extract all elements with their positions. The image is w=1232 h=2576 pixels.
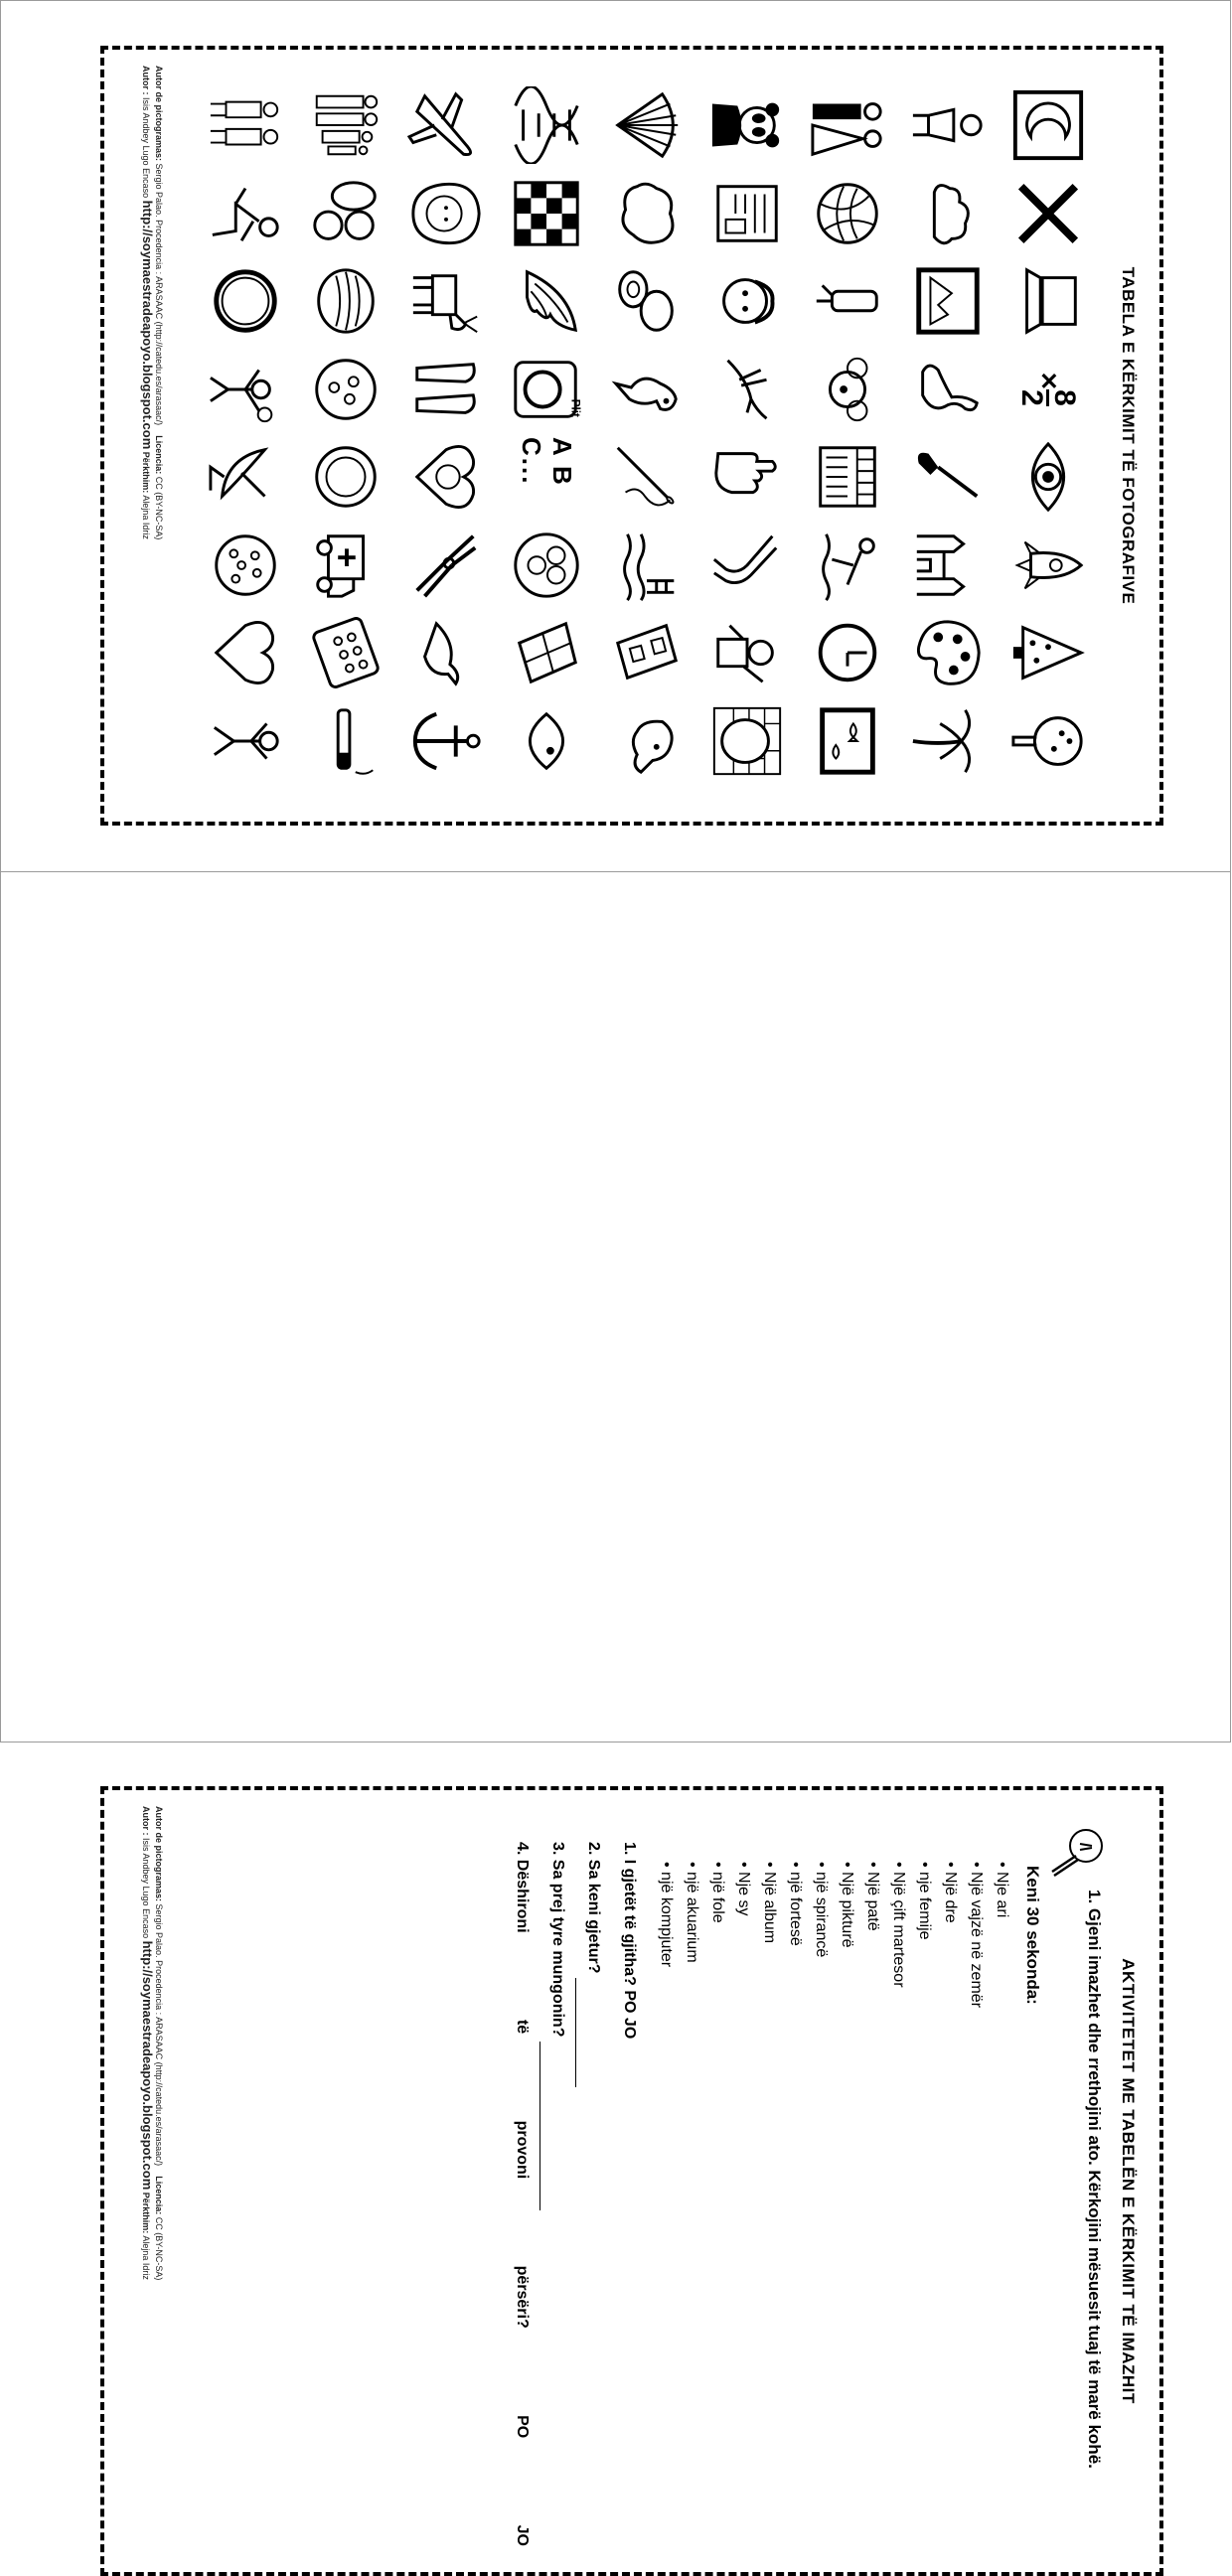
tambourine-icon [300,437,392,518]
aquarium-icon [801,701,893,782]
author-text: Isis Andbey Lugo Encaso [141,97,151,199]
bird-icon [400,613,493,693]
search-table-frame [100,46,1163,826]
question-3 [539,1842,575,2546]
answer-line[interactable] [575,1978,592,2087]
page-title: TABELA E KËRKIMIT TË FOTOGRAFIVE [1119,266,1138,605]
girl-in-heart-icon [400,437,493,518]
answer-yes[interactable]: PO [514,2415,531,2439]
list-item: • një fortesë [782,1862,808,2008]
clam-shell-icon [300,261,392,342]
boy-icon [901,85,994,166]
list-item: • Një pikturë [834,1862,859,2008]
list-item: • Një vajzë në zemër [963,1862,989,2008]
newspaper-icon [700,174,793,254]
hand-icon [700,437,793,518]
author-label: Autor : [141,1806,151,1836]
swimming-pool-icon [601,526,693,606]
clown-icon [801,350,893,430]
math-numerator: 8 [1048,389,1082,406]
item-list [653,1862,1014,2008]
credit-label: Autor de pictogramas: [154,66,164,162]
accordion-icon [801,437,893,518]
cloud-icon [901,174,994,254]
list-item: • Nje sy [730,1862,756,2008]
goose-icon [901,350,994,430]
pill-blister-icon [300,613,392,693]
list-item: • Një dre [937,1862,963,2008]
fish-face-icon [501,701,593,782]
family-icon [300,85,392,166]
person-sitting-icon [200,174,292,254]
list-item: • një kompjuter [653,1862,679,2008]
list-item: • Një patë [859,1862,885,2008]
abc-label: A B C... [517,437,578,487]
fan-icon [601,85,693,166]
worksheet-page-top [0,0,1231,872]
answer-line[interactable] [539,2042,556,2210]
needle-thread-icon [601,437,693,518]
question-4-word: të [514,2019,531,2035]
anchor-icon [400,701,493,782]
list-item: • një akuarium [679,1862,704,2008]
eye-icon [1001,437,1094,518]
math-denominator: 2 [1015,389,1049,406]
boy-jumping-icon [200,701,292,782]
panda-icon [700,85,793,166]
hand-drawing-icon [1046,1826,1106,1878]
christmas-tree-icon [1001,613,1094,693]
question-2 [575,1842,611,2546]
cheerleader-icon [200,350,292,430]
question-4 [504,1842,539,2546]
moose-icon [400,261,493,342]
page-title: AKTIVITETET ME TABELËN E KËRKIMIT TË IMAZHIT [1119,1958,1138,2404]
boy-waving-icon [700,613,793,693]
blog-link[interactable]: http://soymaestradeapoyo.blogspot.com [140,1940,155,2191]
cookies-icon [300,350,392,430]
dog-icon [601,701,693,782]
dna-icon [501,85,593,166]
island-map-icon [601,174,693,254]
author-text: Isis Andbey Lugo Encaso [141,1838,151,1939]
parrot-icon [601,350,693,430]
palette-icon [901,613,994,693]
swimmer-icon [801,526,893,606]
scouts-icon [200,85,292,166]
ambulance-icon [300,526,392,606]
hoopoe-bird-icon [700,350,793,430]
question-1: 1. I gjetët të gjitha? PO JO [621,1842,638,2040]
palm-tree-icon [901,701,994,782]
grandmother-icon [700,261,793,342]
translator-text: Alejna Idriz [141,495,151,539]
fruits-icon [300,174,392,254]
licence-text: CC (BY-NC-SA) [154,476,164,540]
window-icon [501,613,593,693]
pizza-icon [200,526,292,606]
answer-no[interactable]: JO [514,2524,531,2546]
airplane-icon [400,85,493,166]
waterslide-icon [700,526,793,606]
credits [140,1806,165,2556]
chessboard-icon [501,174,593,254]
rocket-icon [1001,526,1094,606]
washing-machine-icon [501,350,593,430]
list-item: • Nje ari [989,1862,1014,2008]
cigarette-icon [300,701,392,782]
yarn-ball-icon [801,174,893,254]
activities-frame [100,1786,1163,2576]
list-item: • nje femije [911,1862,937,2008]
credit-label: Autor de pictogramas: [154,1806,164,1902]
instruction [1046,1826,1106,2546]
math-operator: × [1031,372,1065,390]
translator-text: Alejna Idriz [141,2235,151,2280]
credit-text: Sergio Palao. Procedencia : ARASAAC (http://catedu.es/arasaac/) [154,163,164,426]
crescent-moon-icon [1001,85,1094,166]
question-3-text: 3. Sa prej tyre mungonin? [549,1842,566,2038]
credits [140,66,165,806]
author-label: Autor : [141,66,151,95]
wing-icon [501,261,593,342]
list-item: • Një çift martesor [885,1862,911,2008]
satellite-dish-icon [200,437,292,518]
translation-label: Përkthim: [141,451,151,494]
clock-icon [801,613,893,693]
licence-label: Licencia: [154,435,164,475]
potato-icon [601,261,693,342]
mirror-icon [200,261,292,342]
question-4-word: 4. Dëshironi [514,1842,531,1933]
apple-tree-icon [1001,701,1094,782]
translation-label: Përkthim: [141,2192,151,2234]
wedding-couple-icon [801,85,893,166]
pliers-icon [400,526,493,606]
castle-icon [901,526,994,606]
licence-text: CC (BY-NC-SA) [154,2216,164,2281]
painting-icon [901,261,994,342]
question-4-word: provoni [514,2120,531,2180]
list-item: • një spirancë [808,1862,834,2008]
heart-girl-icon [200,613,292,693]
list-item: • Një album [756,1862,782,2008]
shovel-icon [901,437,994,518]
abc-text-icon [501,437,593,518]
instruction-text: 1. Gjeni imazhet dhe rrethojini ato. Kërkojini mësuesit tuaj të marë kohë. [1085,1890,1104,2469]
credit-text: Sergio Palao. Procedencia : ARASAAC (http://catedu.es/arasaac/) [154,1903,164,2167]
flippers-icon [400,350,493,430]
picture-grid [200,85,1094,781]
question-4-word: përsëri? [514,2265,531,2329]
photo-album-icon [601,613,693,693]
blog-link[interactable]: http://soymaestradeapoyo.blogspot.com [140,200,155,450]
plit-label: Plit [568,398,582,417]
worksheet-page-bottom [0,871,1231,2546]
manhole-icon [700,701,793,782]
flashlight-icon [801,261,893,342]
cross-icon [1001,174,1094,254]
licence-label: Licencia: [154,2176,164,2215]
food-plate-icon [501,526,593,606]
question-2-text: 2. Sa keni gjetur? [585,1842,602,1974]
laptop-icon [1001,261,1094,342]
questions [504,1842,647,2546]
time-limit: Keni 30 sekonda: [1023,1866,1042,2005]
girl-face-icon [400,174,493,254]
list-item: • një fole [704,1862,730,2008]
fraction-icon [1001,350,1094,430]
